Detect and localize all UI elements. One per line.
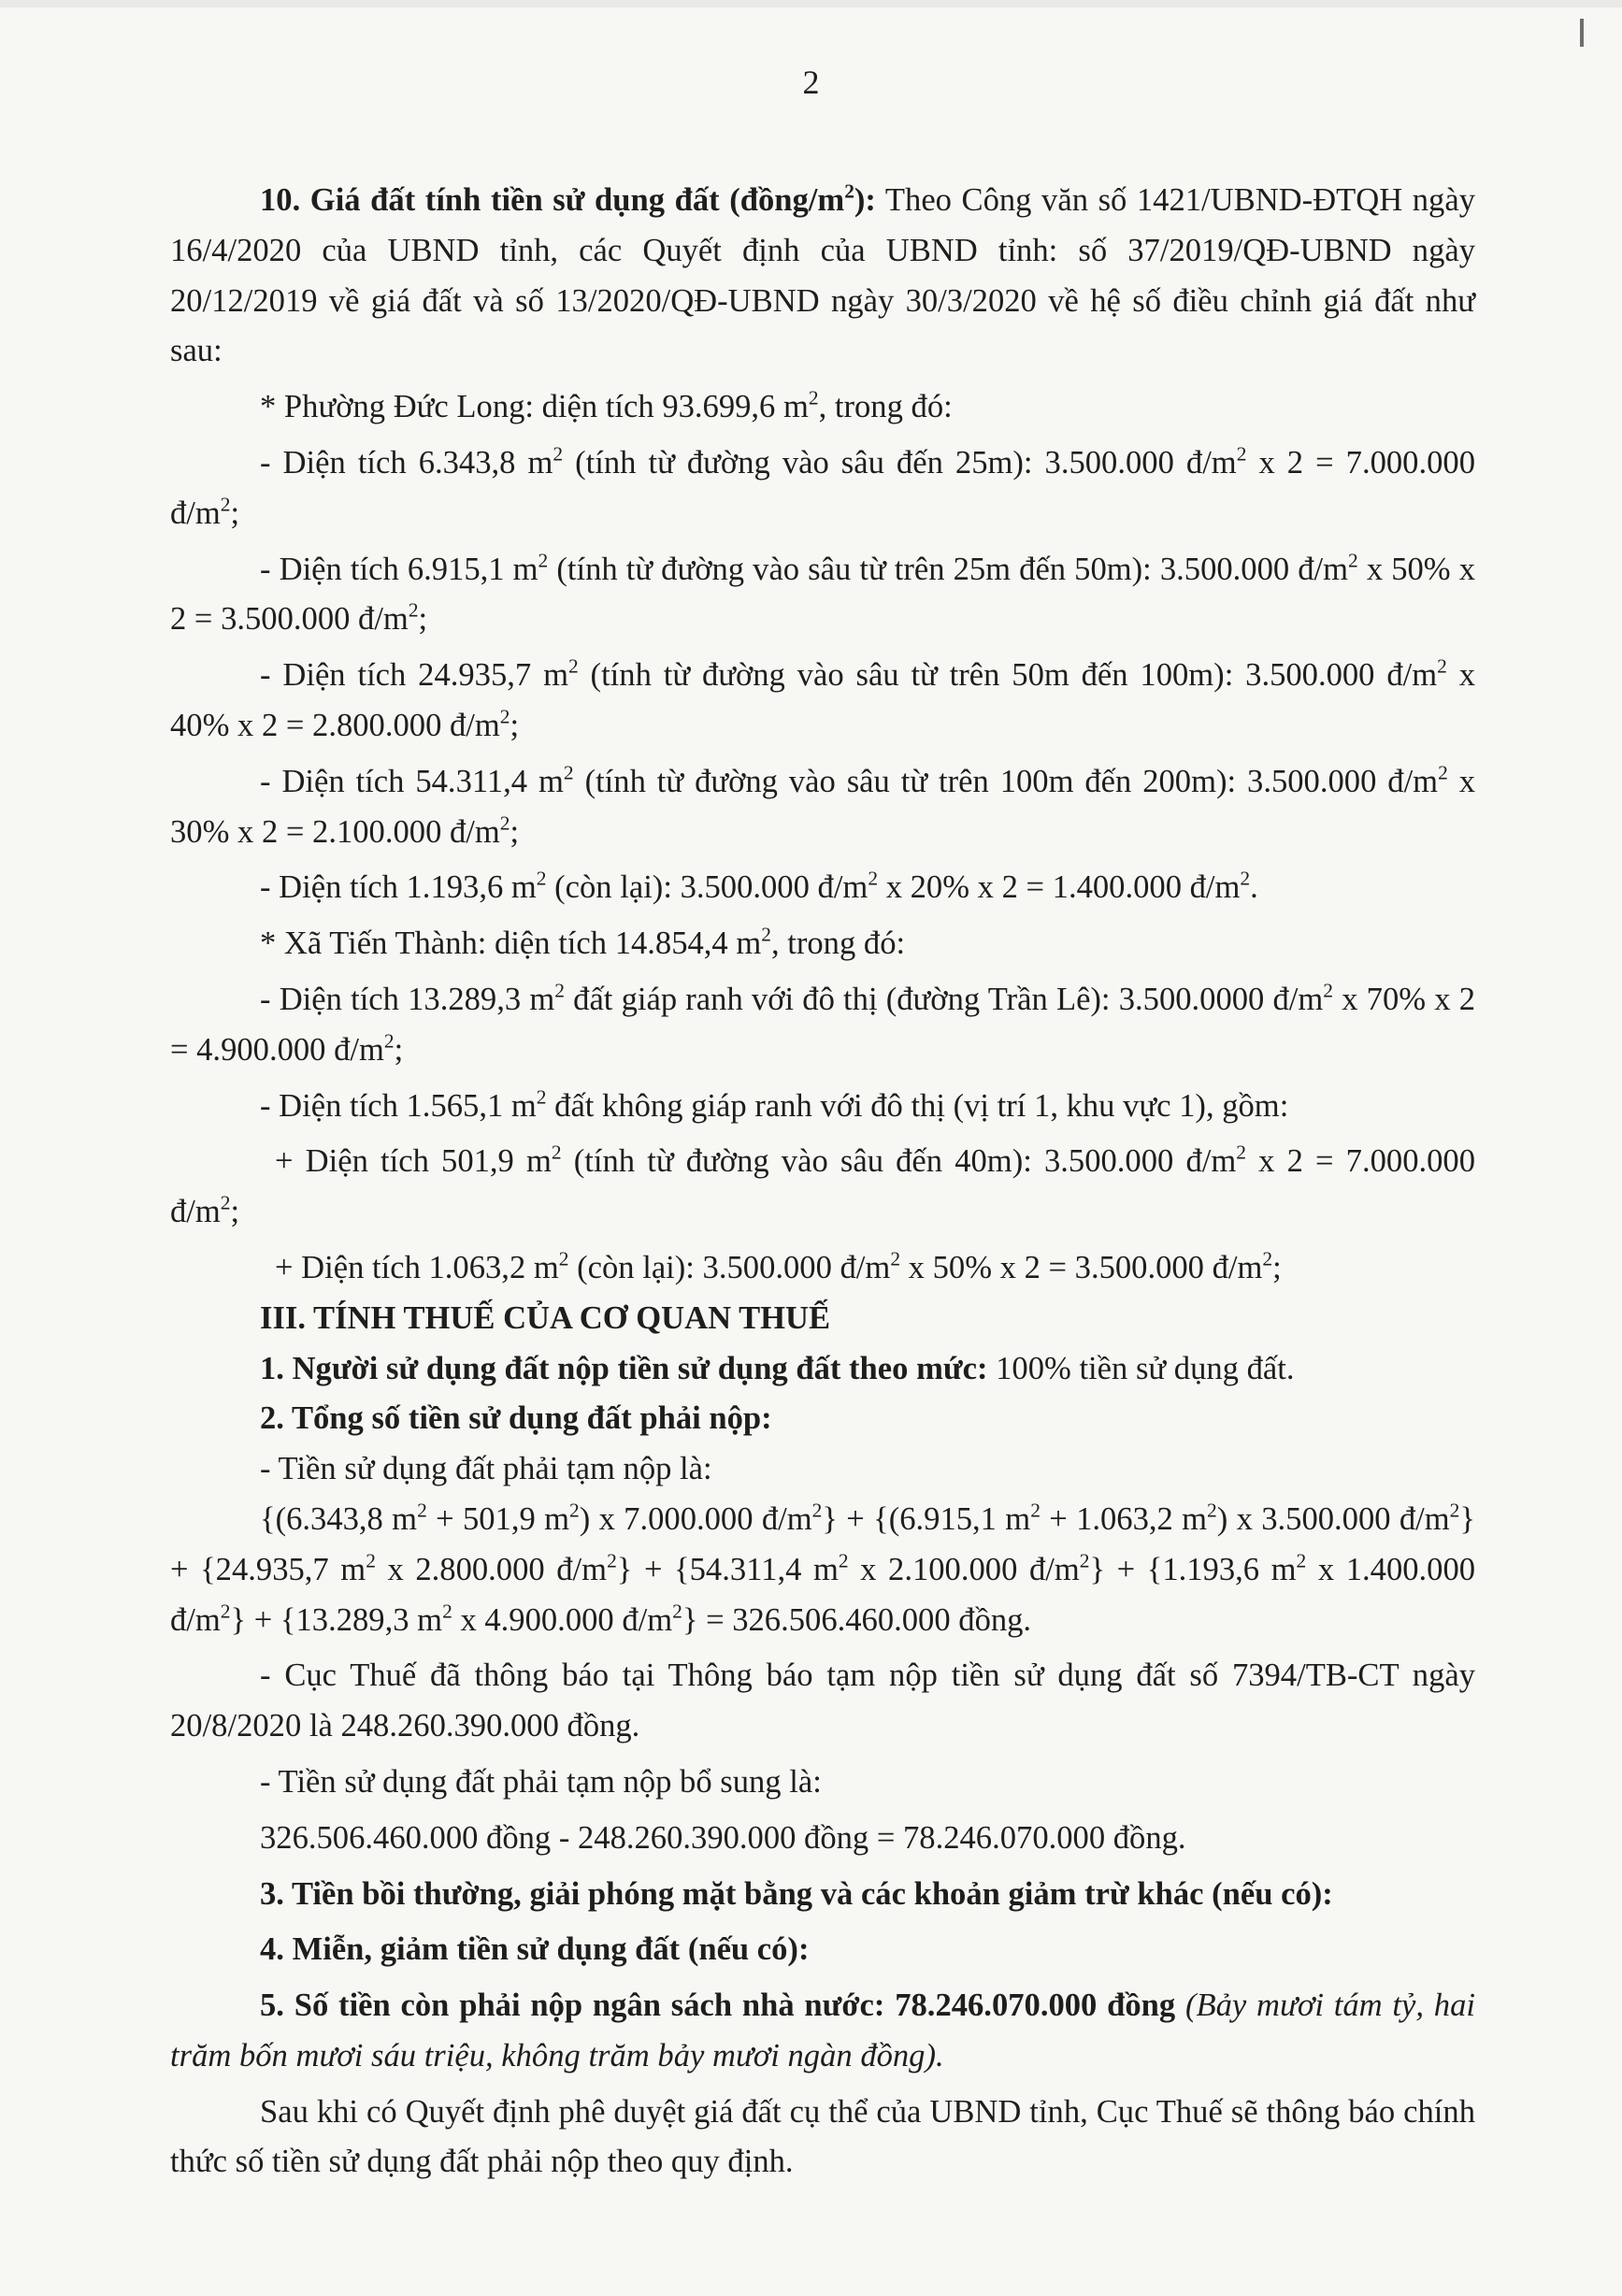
- item-5: 5. Số tiền còn phải nộp ngân sách nhà nước: 78.246.070.000 đồng (Bảy mươi tám tỷ, hai trăm bốn mươi sáu triệu, không trăm bảy mươi ngàn đồng).: [170, 1987, 1475, 2074]
- ward-item-4: - Diện tích 54.311,4 $m^2$ (tính từ đường vào sâu từ trên 100m đến 200m): 3.500.000 $đ/m^2$ x 30% x 2 = 2.100.000 $đ/m^2$;: [170, 761, 1476, 850]
- supplement-calculation: 326.506.460.000 đồng - 248.260.390.000 đồng = 78.246.070.000 đồng.: [260, 1819, 1186, 1856]
- closing-paragraph: Sau khi có Quyết định phê duyệt giá đất cụ thể của UBND tỉnh, Cục Thuế sẽ thông báo chính thức số tiền sử dụng đất phải nộp theo quy định.: [170, 2093, 1475, 2180]
- document-body: [170, 176, 1475, 2188]
- ward-item-3: - Diện tích 24.935,7 $m^2$ (tính từ đường vào sâu từ trên 50m đến 100m): 3.500.000 $đ/m^2$ x 40% x 2 = 2.800.000 $đ/m^2$;: [170, 654, 1476, 743]
- commune-sub-item-2: + Diện tích 1.063,2 $m^2$ (còn lại): 3.500.000 $đ/m^2$ x 50% x 2 = 3.500.000 $đ/m^2$;: [275, 1247, 1282, 1285]
- ward-item-1: - Diện tích 6.343,8 $m^2$ (tính từ đường vào sâu đến 25m): 3.500.000 $đ/m^2$ x 2 = 7.000.000 $đ/m^2$;: [170, 442, 1475, 531]
- commune-item-2: - Diện tích 1.565,1 $m^2$ đất không giáp ranh với đô thị (vị trí 1, khu vực 1), gồm:: [260, 1085, 1289, 1124]
- section-iii-heading: III. TÍNH THUẾ CỦA CƠ QUAN THUẾ: [260, 1299, 831, 1336]
- ward-item-5: - Diện tích 1.193,6 $m^2$ (còn lại): 3.500.000 $đ/m^2$ x 20% x 2 = 1.400.000 $đ/m^2$.: [260, 868, 1258, 906]
- supplement-label: - Tiền sử dụng đất phải tạm nộp bổ sung là:: [260, 1763, 822, 1800]
- commune-sub-item-1: + Diện tích 501,9 $m^2$ (tính từ đường vào sâu đến 40m): 3.500.000 $đ/m^2$ x 2 = 7.000.000 $đ/m^2$;: [170, 1141, 1475, 1230]
- item-3-heading: 3. Tiền bồi thường, giải phóng mặt bằng và các khoản giảm trừ khác (nếu có):: [260, 1875, 1333, 1912]
- commune-heading: * Xã Tiến Thành: diện tích 14.854,4 $m^2$, trong đó:: [260, 923, 906, 962]
- heading-land-price: 10. Giá đất tính tiền sử dụng đất $(đồng/m^2)$:: [260, 179, 876, 218]
- item-1: 1. Người sử dụng đất nộp tiền sử dụng đất theo mức: 100% tiền sử dụng đất.: [260, 1350, 1295, 1386]
- paragraph-land-price: 10. Giá đất tính tiền sử dụng đất $(đồng/m^2)$: Theo Công văn số 1421/UBND-ĐTQH ngày 16/4/2020 của UBND tỉnh, các Quyết định của UBND tỉnh: số 37/2019/QĐ-UBND ngày 20/12/2019 về giá đất và số 13/2020/QĐ-UBND ngày 30/3/2020 về hệ số điều chỉnh giá đất như sau:: [170, 179, 1475, 369]
- item-4-heading: 4. Miễn, giảm tiền sử dụng đất (nếu có):: [260, 1931, 810, 1968]
- item-2-line-1: - Tiền sử dụng đất phải tạm nộp là:: [260, 1451, 712, 1487]
- item-2-heading: 2. Tổng số tiền sử dụng đất phải nộp:: [260, 1400, 772, 1437]
- scan-mark: [1580, 19, 1584, 47]
- page-number: 2: [802, 64, 820, 101]
- commune-item-1: - Diện tích 13.289,3 $m^2$ đất giáp ranh với đô thị (đường Trần Lê): 3.500.0000 $đ/m^2$ x 70% x 2 = 4.900.000 $đ/m^2$;: [170, 979, 1476, 1068]
- ward-item-2: - Diện tích 6.915,1 $m^2$ (tính từ đường vào sâu từ trên 25m đến 50m): 3.500.000 $đ/m^2$ x 50% x 2 = 3.500.000 $đ/m^2$;: [170, 549, 1475, 638]
- tax-notice-paragraph: - Cục Thuế đã thông báo tại Thông báo tạm nộp tiền sử dụng đất số 7394/TB-CT ngày 20/8/2020 là 248.260.390.000 đồng.: [170, 1657, 1475, 1744]
- scan-edge: [0, 0, 1622, 7]
- ward-heading: * Phường Đức Long: diện tích 93.699,6 $m^2$, trong đó:: [260, 386, 953, 425]
- total-formula: {(6.343,8 $m^2 + 501,9$ $m^2$) x 7.000.000 $đ/m^2\} + \{(6.915,1$ $m^2 + 1.063,2$ $m^2$) x 3.500.000 $đ/m^2\} + \{24.935,7$ $m^2$ x 2.800.000 $đ/m^2\} + \{54.311,4$ $m^2$ x 2.100.000 $đ/m^2\} + \{1.193,6$ $m^2$ x 1.400.000 $đ/m^2\} + \{13.289,3$ $m^2$ x 4.900.000 $đ/m^2\} = 326.506.460.000$ đồng.: [170, 1499, 1476, 1638]
